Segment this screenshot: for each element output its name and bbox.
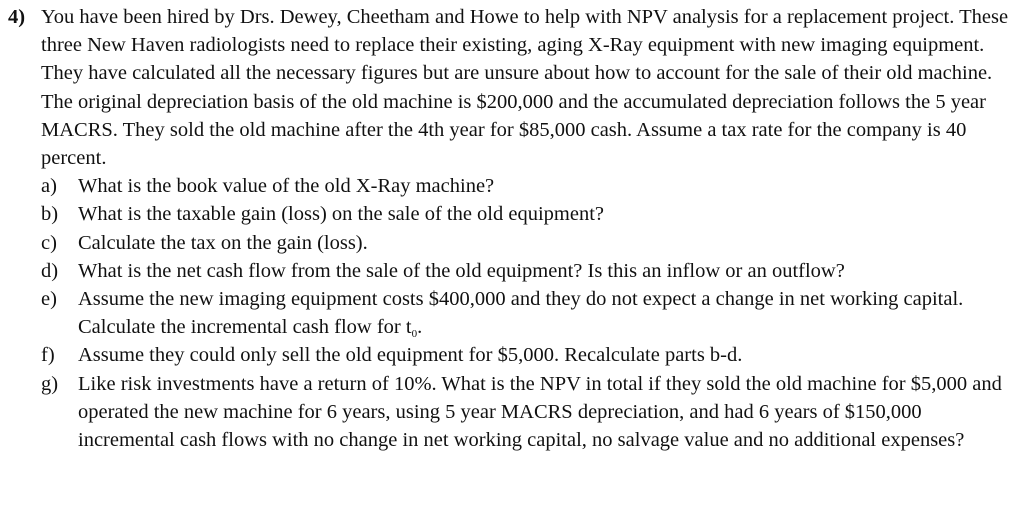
part-a <box>41 172 1014 200</box>
part-text: Calculate the tax on the gain (loss). <box>78 231 368 254</box>
part-f <box>41 341 1014 369</box>
part-label: a) <box>41 175 57 198</box>
part-text: What is the book value of the old X-Ray machine? <box>78 175 495 198</box>
subscript: 0 <box>411 328 418 341</box>
part-label: d) <box>41 259 59 282</box>
part-c <box>41 229 1014 257</box>
part-b <box>41 200 1014 228</box>
question-intro: You have been hired by Drs. Dewey, Cheetham and Howe to help with NPV analysis for a replacement project. These three New Haven radiologists need to replace their existing, aging X-Ray equipment with new imaging equipment. They have calculated all the necessary figures but are unsure about how to account for the sale of their old machine. The original depreciation basis of the old machine is $200,000 and the accumulated depreciation follows the 5 year MACRS. They sold the old machine after the 4th year for $85,000 cash. Assume a tax rate for the company is 40 percent. <box>41 6 1009 170</box>
part-e <box>41 285 1014 341</box>
question-number: 4) <box>8 6 26 28</box>
part-label: c) <box>41 231 57 254</box>
part-text-container <box>78 285 1014 341</box>
part-text: Assume they could only sell the old equipment for $5,000. Recalculate parts b-d. <box>78 344 743 367</box>
part-label: f) <box>41 344 55 367</box>
part-label: g) <box>41 372 59 395</box>
part-d <box>41 257 1014 285</box>
part-suffix: . <box>417 316 423 339</box>
part-text: Assume the new imaging equipment costs $400,000 and they do not expect a change in net working capital. Calculate the incremental cash flow for t <box>78 288 964 339</box>
part-text: What is the net cash flow from the sale of the old equipment? Is this an inflow or an outflow? <box>78 259 845 282</box>
question-parts <box>41 172 1014 454</box>
part-g <box>41 370 1014 455</box>
part-text: What is the taxable gain (loss) on the sale of the old equipment? <box>78 203 605 226</box>
part-label: b) <box>41 203 59 226</box>
part-label: e) <box>41 288 57 311</box>
question-4 <box>8 3 1014 454</box>
part-text: Like risk investments have a return of 10%. What is the NPV in total if they sold the old machine for $5,000 and operated the new machine for 6 years, using 5 year MACRS depreciation, and had 6 years of $150,000 incremental cash flows with no change in net working capital, no salvage value and no additional expenses? <box>78 372 1002 452</box>
question-body <box>41 3 1014 454</box>
